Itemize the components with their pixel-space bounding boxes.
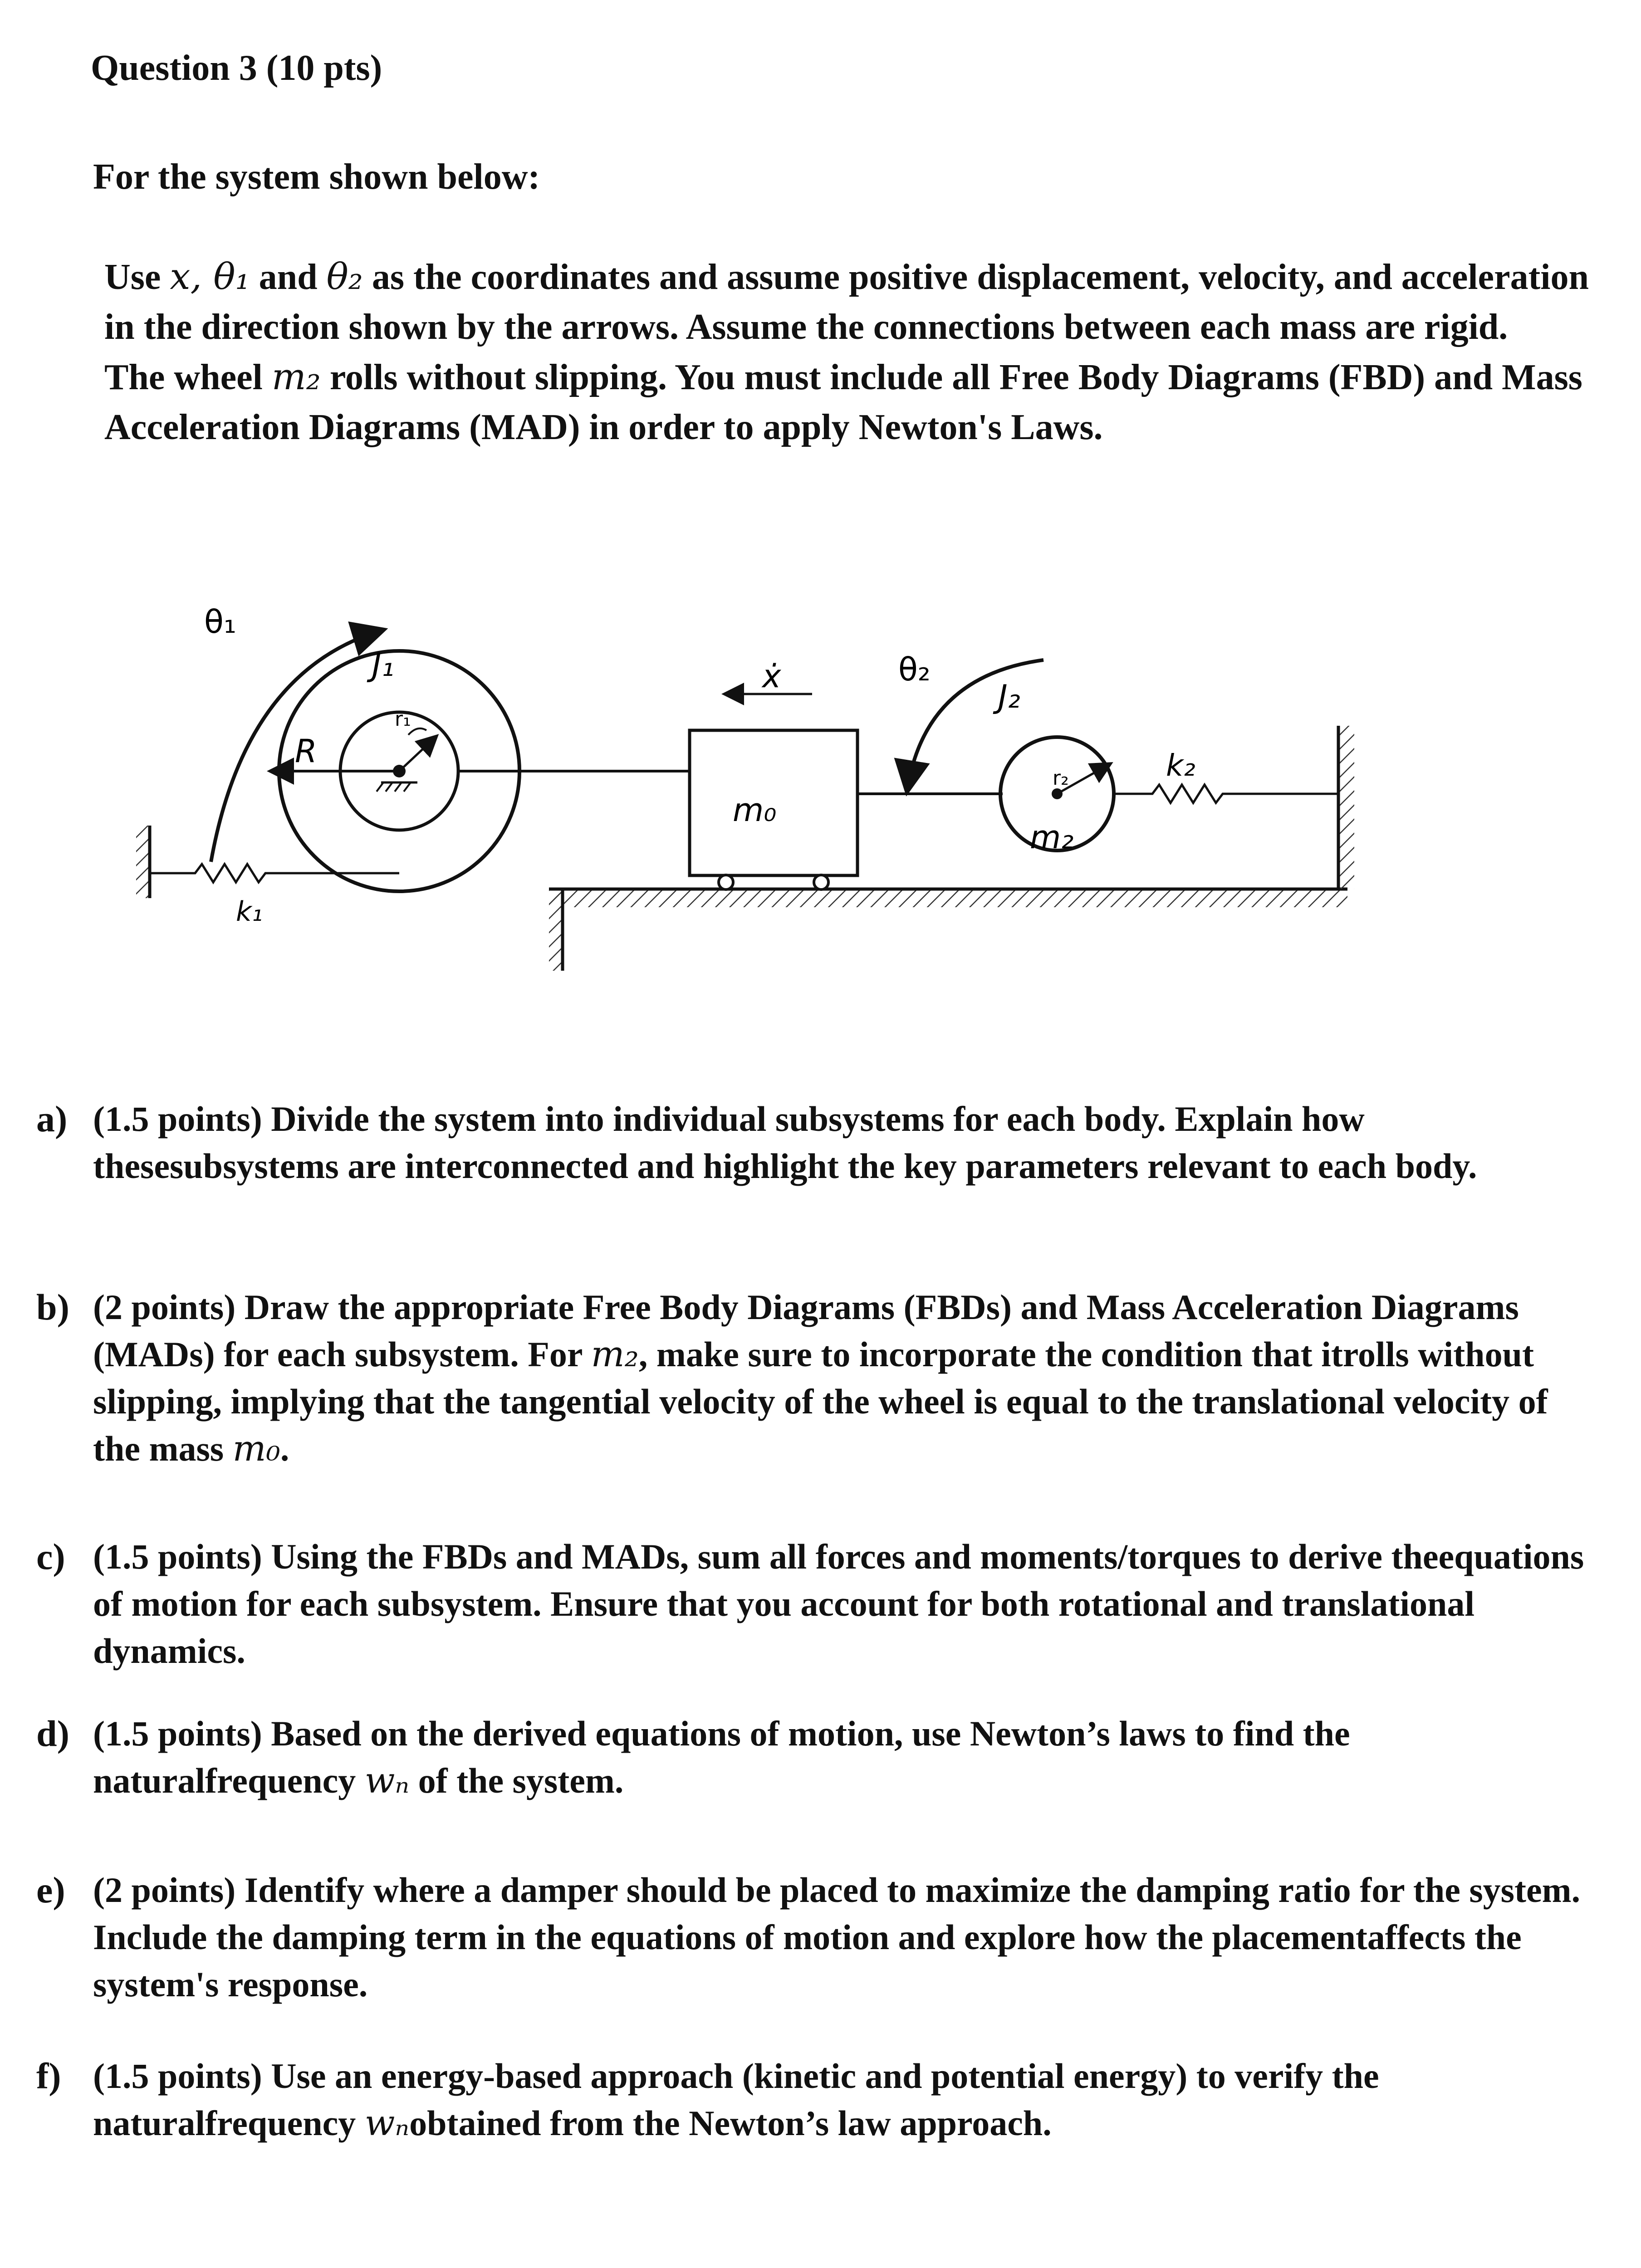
label-xdot: ẋ bbox=[762, 658, 781, 695]
label-j1: J₁ bbox=[372, 646, 394, 684]
label-j2: J₂ bbox=[998, 678, 1020, 715]
label-k2: k₂ bbox=[1166, 748, 1195, 783]
question-d-text: (1.5 points) Based on the derived equations of motion, use Newton’s laws to find the naturalfrequency wₙ of the system. bbox=[93, 1714, 1350, 1801]
question-e-label: e) bbox=[36, 1869, 65, 1911]
question-b-text: (2 points) Draw the appropriate Free Body Diagrams (FBDs) and Mass Acceleration Diagrams (MADs) for each subsystem. For m₂, make sure to incorporate the condition that itrolls without slipping, implying that the tangential velocity of the wheel is equal to the translational velocity of the mass m₀. bbox=[93, 1287, 1548, 1469]
spring-k2 bbox=[1114, 785, 1338, 803]
question-a-text: (1.5 points) Divide the system into individual subsystems for each body. Explain how thesesubsystems are interconnected and highlight the key parameters relevant to each body. bbox=[93, 1099, 1477, 1186]
problem-statement bbox=[104, 252, 1592, 452]
question-e-text: (2 points) Identify where a damper should be placed to maximize the damping ratio for the system. Include the damping term in the equations of motion and explore how the placementaffects the system's response. bbox=[93, 1870, 1581, 2004]
statement-line-1: Use x, θ₁ and θ₂ as the coordinates and assume positive displacement, velocity, and acceleration in the direction shown by the arrows. Assume the connections between each mass are rigid. bbox=[104, 255, 1589, 347]
m0-symbol: m₀ bbox=[232, 1428, 280, 1469]
wn-symbol: wₙ bbox=[364, 2103, 410, 2144]
question-a-label: a) bbox=[36, 1098, 68, 1139]
wn-symbol: wₙ bbox=[364, 1760, 410, 1801]
question-f-label: f) bbox=[36, 2055, 61, 2097]
question-d-label: d) bbox=[36, 1713, 69, 1754]
right-wall bbox=[1338, 726, 1354, 889]
system-diagram bbox=[127, 535, 1397, 1012]
question-f-text: (1.5 points) Use an energy-based approach (kinetic and potential energy) to verify the naturalfrequency wₙobtained from the Newton’s law approach. bbox=[93, 2056, 1379, 2144]
label-theta1: θ₁ bbox=[204, 603, 236, 640]
spring-k1 bbox=[150, 864, 399, 882]
m2-symbol: m₂ bbox=[271, 356, 321, 398]
label-r2: r₂ bbox=[1053, 767, 1069, 790]
question-c-label: c) bbox=[36, 1536, 65, 1577]
m2-symbol: m₂ bbox=[591, 1334, 639, 1375]
coords-x-theta1: x, θ₁ bbox=[170, 255, 250, 298]
statement-line-2: The wheel m₂ rolls without slipping. You must include all Free Body Diagrams (FBD) and Mass Acceleration Diagrams (MAD) in order to apply Newton's Laws. bbox=[104, 356, 1582, 447]
intro-text: For the system shown below: bbox=[93, 157, 540, 197]
label-theta2: θ₂ bbox=[898, 651, 931, 688]
coord-theta2: θ₂ bbox=[326, 255, 363, 298]
question-title: Question 3 (10 pts) bbox=[91, 48, 382, 88]
left-wall bbox=[136, 826, 150, 898]
label-m2: m₂ bbox=[1030, 819, 1074, 856]
question-b-label: b) bbox=[36, 1286, 69, 1328]
label-r: R bbox=[295, 733, 317, 770]
label-r1: r₁ bbox=[395, 708, 411, 731]
question-c-text: (1.5 points) Using the FBDs and MADs, sum all forces and moments/torques to derive theequations of motion for each subsystem. Ensure that you account for both rotational and translational dynamics. bbox=[93, 1537, 1584, 1671]
label-m0: m₀ bbox=[733, 792, 777, 829]
ground bbox=[549, 889, 1347, 971]
label-k1: k₁ bbox=[236, 896, 263, 928]
